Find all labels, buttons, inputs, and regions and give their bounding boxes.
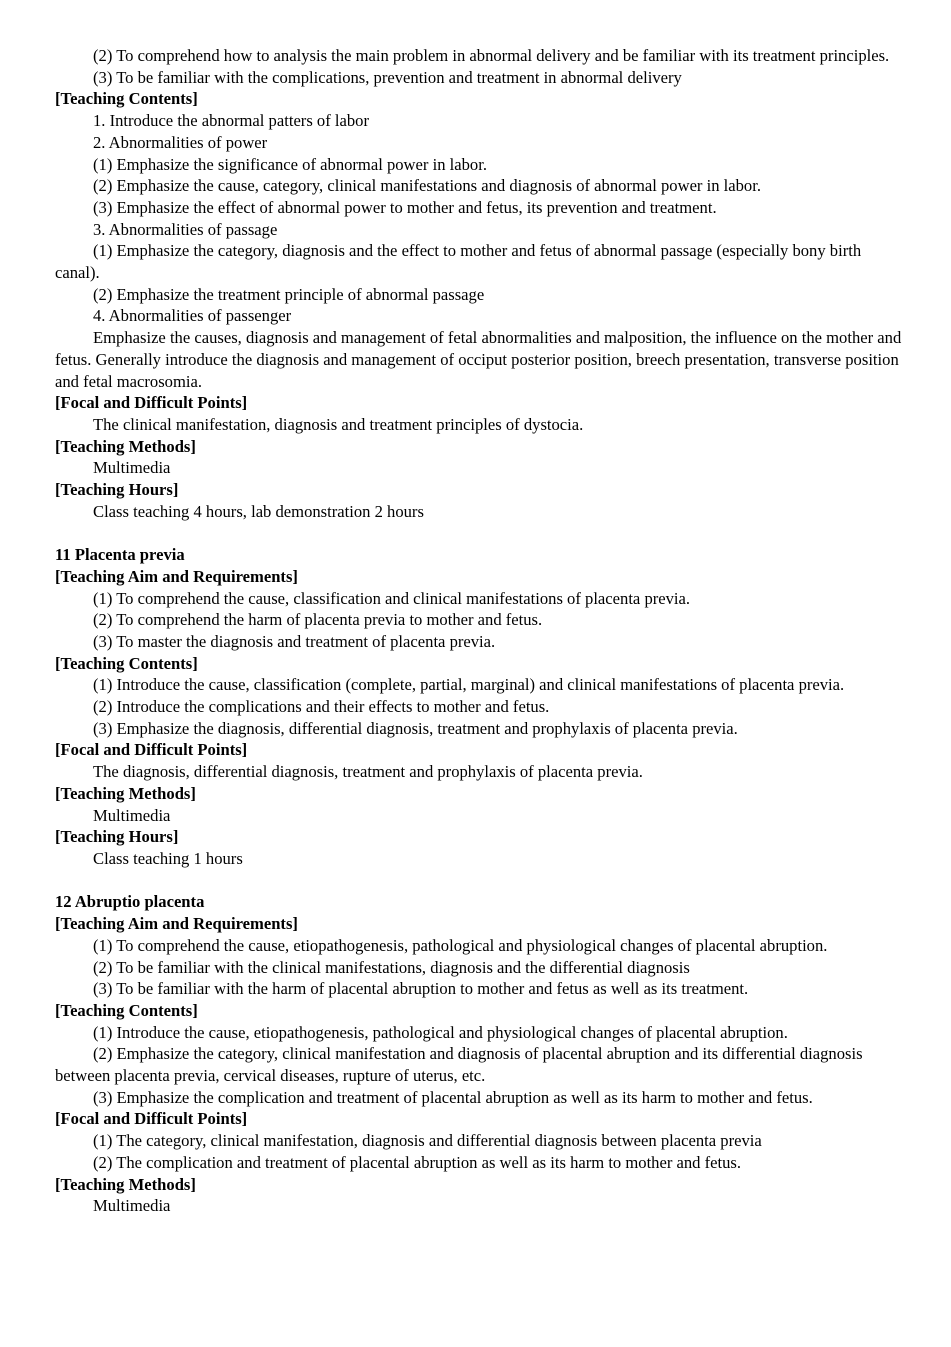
paragraph: The clinical manifestation, diagnosis and treatment principles of dystocia. [93,414,584,434]
section-heading: [Teaching Methods] [55,436,196,456]
section-heading: [Teaching Contents] [55,1000,198,1020]
paragraph: Multimedia [93,1196,171,1216]
paragraph: 4. Abnormalities of passenger [93,306,292,326]
section-heading: [Focal and Difficult Points] [55,740,248,760]
paragraph: (3) Emphasize the effect of abnormal power to mother and fetus, its prevention and treatment. [93,197,717,217]
paragraph: (2) Introduce the complications and their effects to mother and fetus. [93,697,550,717]
section-spacer [55,522,905,544]
section-heading: [Teaching Hours] [55,480,179,500]
paragraph: (3) To be familiar with the harm of placental abruption to mother and fetus as well as its treatment. [93,979,749,999]
section-heading: [Teaching Contents] [55,653,198,673]
paragraph: (2) Emphasize the category, clinical manifestation and diagnosis of placental abruption and its differential diagnosis between placenta previa, cervical diseases, rupture of uterus, etc. [55,1044,863,1086]
paragraph: (1) The category, clinical manifestation, diagnosis and differential diagnosis between placenta previa [93,1131,762,1151]
paragraph: (3) To master the diagnosis and treatment of placenta previa. [93,631,496,651]
paragraph: (2) Emphasize the cause, category, clinical manifestations and diagnosis of abnormal power in labor. [93,176,761,196]
paragraph: (2) Emphasize the treatment principle of abnormal passage [93,284,485,304]
section-heading: [Focal and Difficult Points] [55,1109,248,1129]
paragraph: (1) To comprehend the cause, etiopathogenesis, pathological and physiological changes of placental abruption. [93,935,828,955]
section-heading: [Teaching Methods] [55,783,196,803]
paragraph: (1) Introduce the cause, etiopathogenesis, pathological and physiological changes of placental abruption. [93,1022,788,1042]
paragraph: (1) Introduce the cause, classification (complete, partial, marginal) and clinical manifestations of placenta previa. [93,675,845,695]
section-spacer [55,870,905,892]
paragraph: (1) Emphasize the category, diagnosis and the effect to mother and fetus of abnormal passage (especially bony birth canal). [55,241,862,283]
document-page [55,45,905,1217]
paragraph: Class teaching 1 hours [93,849,243,868]
paragraph: Multimedia [93,805,171,825]
paragraph: 3. Abnormalities of passage [93,219,278,239]
paragraph: (1) To comprehend the cause, classification and clinical manifestations of placenta previa. [93,588,691,608]
paragraph: (3) To be familiar with the complications, prevention and treatment in abnormal delivery [93,67,682,87]
paragraph: (2) The complication and treatment of placental abruption as well as its harm to mother and fetus. [93,1152,742,1172]
paragraph: (1) Emphasize the significance of abnormal power in labor. [93,154,487,174]
section-heading: 11 Placenta previa [55,545,185,565]
paragraph: (3) Emphasize the diagnosis, differential diagnosis, treatment and prophylaxis of placenta previa. [93,718,738,738]
paragraph: (3) Emphasize the complication and treatment of placental abruption as well as its harm to mother and fetus. [93,1087,813,1107]
section-heading: [Teaching Aim and Requirements] [55,914,298,934]
paragraph: (2) To comprehend the harm of placenta previa to mother and fetus. [93,610,543,630]
section-heading: [Teaching Aim and Requirements] [55,566,298,586]
paragraph: The diagnosis, differential diagnosis, treatment and prophylaxis of placenta previa. [93,762,643,782]
paragraph: 2. Abnormalities of power [93,132,268,152]
section-heading: 12 Abruptio placenta [55,892,205,912]
paragraph: Class teaching 4 hours, lab demonstration 2 hours [93,501,424,521]
paragraph: (2) To be familiar with the clinical manifestations, diagnosis and the differential diagnosis [93,957,690,977]
paragraph: (2) To comprehend how to analysis the main problem in abnormal delivery and be familiar with its treatment principles. [93,46,890,65]
paragraph: 1. Introduce the abnormal patters of labor [93,111,370,131]
paragraph: Emphasize the causes, diagnosis and management of fetal abnormalities and malposition, the influence on the mother and fetus. Generally introduce the diagnosis and management of occiput posterior position, breech presentation, transverse position and fetal macrosomia. [55,328,902,391]
section-heading: [Focal and Difficult Points] [55,393,248,413]
section-heading: [Teaching Methods] [55,1174,196,1194]
section-heading: [Teaching Contents] [55,89,198,109]
section-heading: [Teaching Hours] [55,827,179,847]
paragraph: Multimedia [93,458,171,478]
